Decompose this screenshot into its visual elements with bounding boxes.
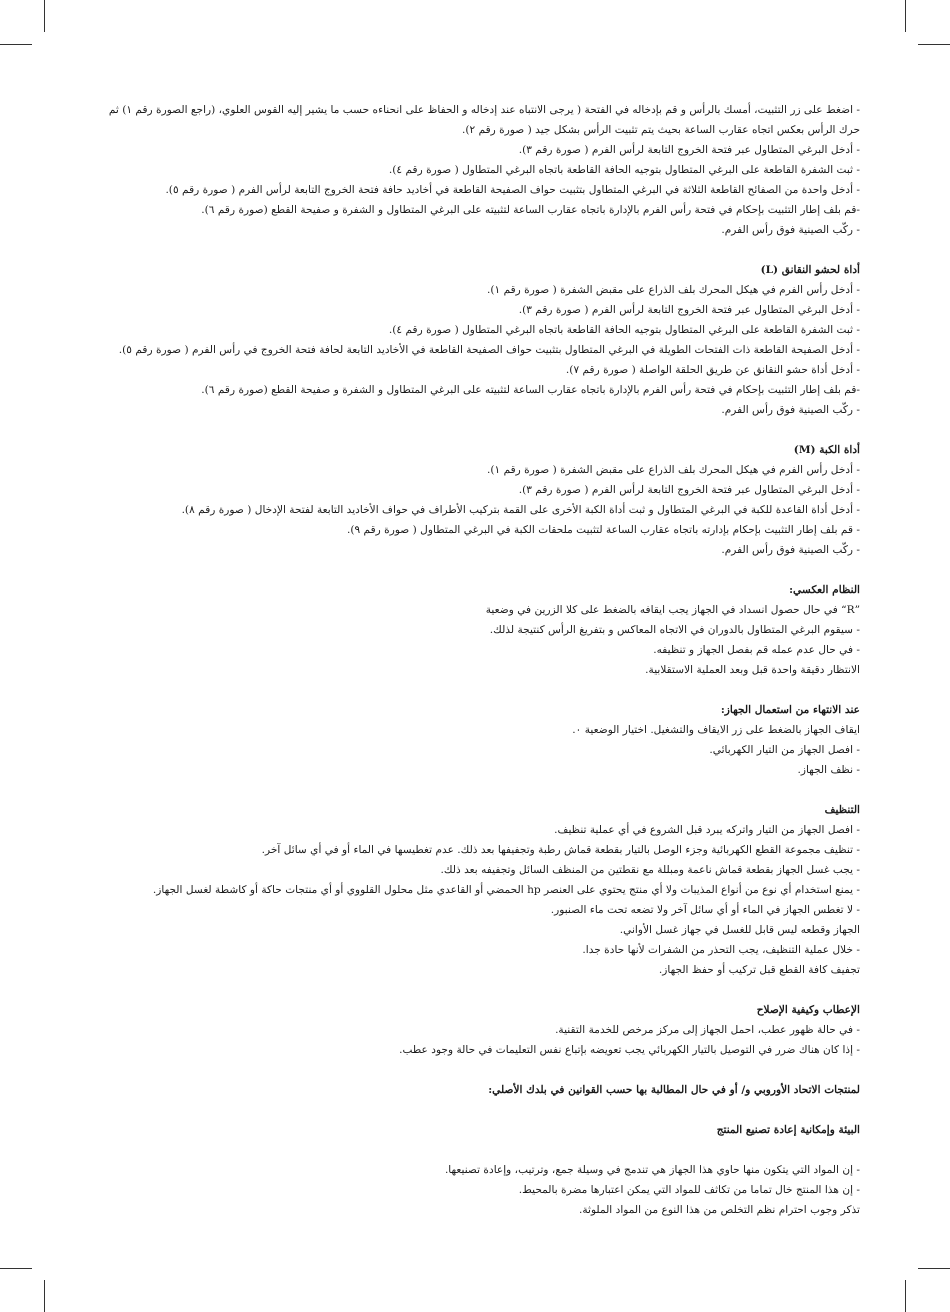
instruction-line: - خلال عملية التنظيف، يجب التحذر من الشفرات لأنها حادة جدا. xyxy=(582,944,860,956)
instruction-line: ايقاف الجهاز بالضغط على زر الايقاف والتشغيل. اختيار الوضعية ٠. xyxy=(572,724,860,736)
instruction-line: - نظف الجهاز. xyxy=(797,764,860,776)
instruction-line: - أدخل البرغي المتطاول عبر فتحة الخروج التابعة لرأس الفرم ( صورة رقم ٣). xyxy=(518,484,860,496)
blank-line xyxy=(100,1140,860,1160)
instruction-line: - ثبت الشفرة القاطعة على البرغي المتطاول بتوجيه الحافة القاطعة باتجاه البرغي المتطاول ( صورة رقم ٤). xyxy=(388,324,860,336)
section-head-assembly xyxy=(100,100,860,240)
instruction-line: - قم بلف إطار التثبيت بإحكام بإدارته باتجاه عقارب الساعة لتثبيت ملحقات الكبة في البرغي المتطاول ( صورة رقم ٩). xyxy=(346,524,860,536)
crop-mark-top-left xyxy=(44,0,45,32)
instruction-line: - إن المواد التي يتكون منها حاوي هذا الجهاز هي تندمج في وسيلة جمع، وترتيب، وإعادة تصنيعها. xyxy=(444,1164,860,1176)
instruction-line: - أدخل واحدة من الصفائح القاطعة الثلاثة في البرغي المتطاول بتثبيت حواف الصفيحة القاطعة في أخاديد حافة فتحة الخروج التابعة لرأس الفرم ( صورة رقم ٥). xyxy=(165,184,860,196)
instruction-line: - ثبت الشفرة القاطعة على البرغي المتطاول بتوجيه الحافة القاطعة باتجاه البرغي المتطاول ( صورة رقم ٤). xyxy=(388,164,860,176)
instruction-line: تجفيف كافة القطع قبل تركيب أو حفظ الجهاز. xyxy=(658,964,860,976)
section-reverse-system xyxy=(100,580,860,680)
instruction-line: - تنظيف مجموعة القطع الكهربائية وجزء الوصل بالتيار بقطعة قماش رطبة وتجفيفها بعد ذلك. عدم تغطيسها في الماء أو في أي سائل آخر. xyxy=(261,844,860,856)
section-heading: التنظيف xyxy=(824,804,860,816)
instruction-line: - أدخل أداة حشو النقانق عن طريق الحلقة الواصلة ( صورة رقم ٧). xyxy=(565,364,860,376)
crop-mark-bottom-left xyxy=(44,1280,45,1312)
section-environment xyxy=(100,1120,860,1220)
instruction-line: - يجب غسل الجهاز بقطعة قماش ناعمة ومبللة مع نقطتين من المنظف السائل وتجفيفه بعد ذلك. xyxy=(440,864,860,876)
section-heading: لمنتجات الاتحاد الأوروبي و/ أو في حال المطالبة بها حسب القوانين في بلدك الأصلي: xyxy=(488,1084,860,1096)
spacer xyxy=(100,1100,860,1120)
instruction-line: -قم بلف إطار التثبيت بإحكام في فتحة رأس الفرم بالإدارة باتجاه عقارب الساعة لتثبيته على البرغي المتطاول و الشفرة و صفيحة القطع (صورة رقم ٦). xyxy=(201,204,860,216)
instruction-line: - اضغط على زر التثبيت، أمسك بالرأس و قم بإدخاله في الفتحة ( يرجى الانتباه عند إدخاله و الحفاظ على انحناءه حسب ما يشير إليه القوس العلوي، (راجع الصورة رقم ١) ثم حرك الرأس بعكس اتجاه عقارب الساعة بحيث يتم تثبيت الرأس بشكل جيد ( صورة رقم ٢). xyxy=(108,104,860,136)
spacer xyxy=(100,240,860,260)
section-heading: عند الانتهاء من استعمال الجهاز: xyxy=(720,704,860,716)
spacer xyxy=(100,1060,860,1080)
section-after-use xyxy=(100,700,860,780)
instruction-line: - أدخل رأس الفرم في هيكل المحرك بلف الذراع على مقبض الشفرة ( صورة رقم ١). xyxy=(486,284,860,296)
instruction-line: - في حالة ظهور عطب، احمل الجهاز إلى مركز مرخص للخدمة التقنية. xyxy=(555,1024,860,1036)
spacer xyxy=(100,420,860,440)
instruction-line: - في حال عدم عمله قم بفصل الجهاز و تنظيفه. xyxy=(653,644,860,656)
instruction-line: - ركّب الصينية فوق رأس الفرم. xyxy=(721,404,860,416)
crop-mark-bottom-right xyxy=(905,1280,906,1312)
crop-mark-bottom-left-h xyxy=(0,1268,32,1269)
spacer xyxy=(100,980,860,1000)
instruction-line: - لا تغطس الجهاز في الماء أو أي سائل آخر ولا تضعه تحت ماء الصنبور. xyxy=(550,904,860,916)
section-heading: البيئة وإمكانية إعادة تصنيع المنتج xyxy=(716,1124,860,1136)
crop-mark-bottom-right-h xyxy=(918,1268,950,1269)
instruction-line: - سيقوم البرغي المتطاول بالدوران في الاتجاه المعاكس و بتفريغ الرأس كنتيجة لذلك. xyxy=(489,624,860,636)
instruction-line: - أدخل البرغي المتطاول عبر فتحة الخروج التابعة لرأس الفرم ( صورة رقم ٣). xyxy=(518,144,860,156)
instruction-line: - أدخل رأس الفرم في هيكل المحرك بلف الذراع على مقبض الشفرة ( صورة رقم ١). xyxy=(486,464,860,476)
section-heading: أداة لحشو النقانق (L) xyxy=(760,264,860,276)
instruction-line: - أدخل الصفيحة القاطعة ذات الفتحات الطويلة في البرغي المتطاول بتثبيت حواف الصفيحة القاطعة في الأخاديد التابعة لحافة فتحة الخروج في رأس الفرم ( صورة رقم ٥). xyxy=(118,344,860,356)
spacer xyxy=(100,780,860,800)
section-heading: أداة الكبة (M) xyxy=(793,444,860,456)
section-faults xyxy=(100,1000,860,1060)
section-sausage-tool xyxy=(100,260,860,420)
section-heading: النظام العكسي: xyxy=(789,584,860,596)
instruction-line: تذكر وجوب احترام نظم التخلص من هذا النوع من المواد الملوثة. xyxy=(578,1204,860,1216)
section-eu-products xyxy=(100,1080,860,1100)
spacer xyxy=(100,560,860,580)
section-cleaning xyxy=(100,800,860,980)
crop-mark-top-right xyxy=(905,0,906,32)
document-body xyxy=(100,100,860,1220)
spacer xyxy=(100,680,860,700)
crop-mark-top-left-h xyxy=(0,44,32,45)
instruction-line: ”R“ في حال حصول انسداد في الجهاز يجب ايقافه بالضغط على كلا الزرين في وضعية xyxy=(485,604,860,616)
instruction-line: الجهاز وقطعه ليس قابل للغسل في جهاز غسل الأواني. xyxy=(619,924,860,936)
instruction-line: - افصل الجهاز من التيار الكهربائي. xyxy=(709,744,860,756)
instruction-line: - إن هذا المنتج خال تماما من تكاثف للمواد التي يمكن اعتبارها مضرة بالمحيط. xyxy=(518,1184,860,1196)
crop-mark-top-right-h xyxy=(918,44,950,45)
instruction-line: - إذا كان هناك ضرر في التوصيل بالتيار الكهربائي يجب تعويضه بإتباع نفس التعليمات في حالة وجود عطب. xyxy=(399,1044,860,1056)
instruction-line: - ركّب الصينية فوق رأس الفرم. xyxy=(721,544,860,556)
instruction-line: - أدخل البرغي المتطاول عبر فتحة الخروج التابعة لرأس الفرم ( صورة رقم ٣). xyxy=(518,304,860,316)
instruction-line: - افصل الجهاز من التيار واتركه يبرد قبل الشروع في أي عملية تنظيف. xyxy=(554,824,860,836)
instruction-line: - يمنع استخدام أي نوع من أنواع المذيبات ولا أي منتج يحتوي على العنصر hp الحمضي أو القاعدي مثل محلول القلووي أو أي منتجات حاكة أو كاشطة لغسل الجهاز. xyxy=(152,884,860,896)
instruction-line: - ركّب الصينية فوق رأس الفرم. xyxy=(721,224,860,236)
section-kibbeh-tool xyxy=(100,440,860,560)
instruction-line: الانتظار دقيقة واحدة قبل وبعد العملية الاستقلابية. xyxy=(645,664,860,676)
section-heading: الإعطاب وكيفية الإصلاح xyxy=(756,1004,860,1016)
instruction-line: - أدخل أداة القاعدة للكبة في البرغي المتطاول و ثبت أداة الكبة الأخرى على القمة بتركيب الأطراف في حواف الأخاديد التابعة لفتحة الإدخال ( صورة رقم ٨). xyxy=(181,504,860,516)
instruction-line: -قم بلف إطار التثبيت بإحكام في فتحة رأس الفرم بالإدارة باتجاه عقارب الساعة لتثبيته على البرغي المتطاول و الشفرة و صفيحة القطع (صورة رقم ٦). xyxy=(201,384,860,396)
